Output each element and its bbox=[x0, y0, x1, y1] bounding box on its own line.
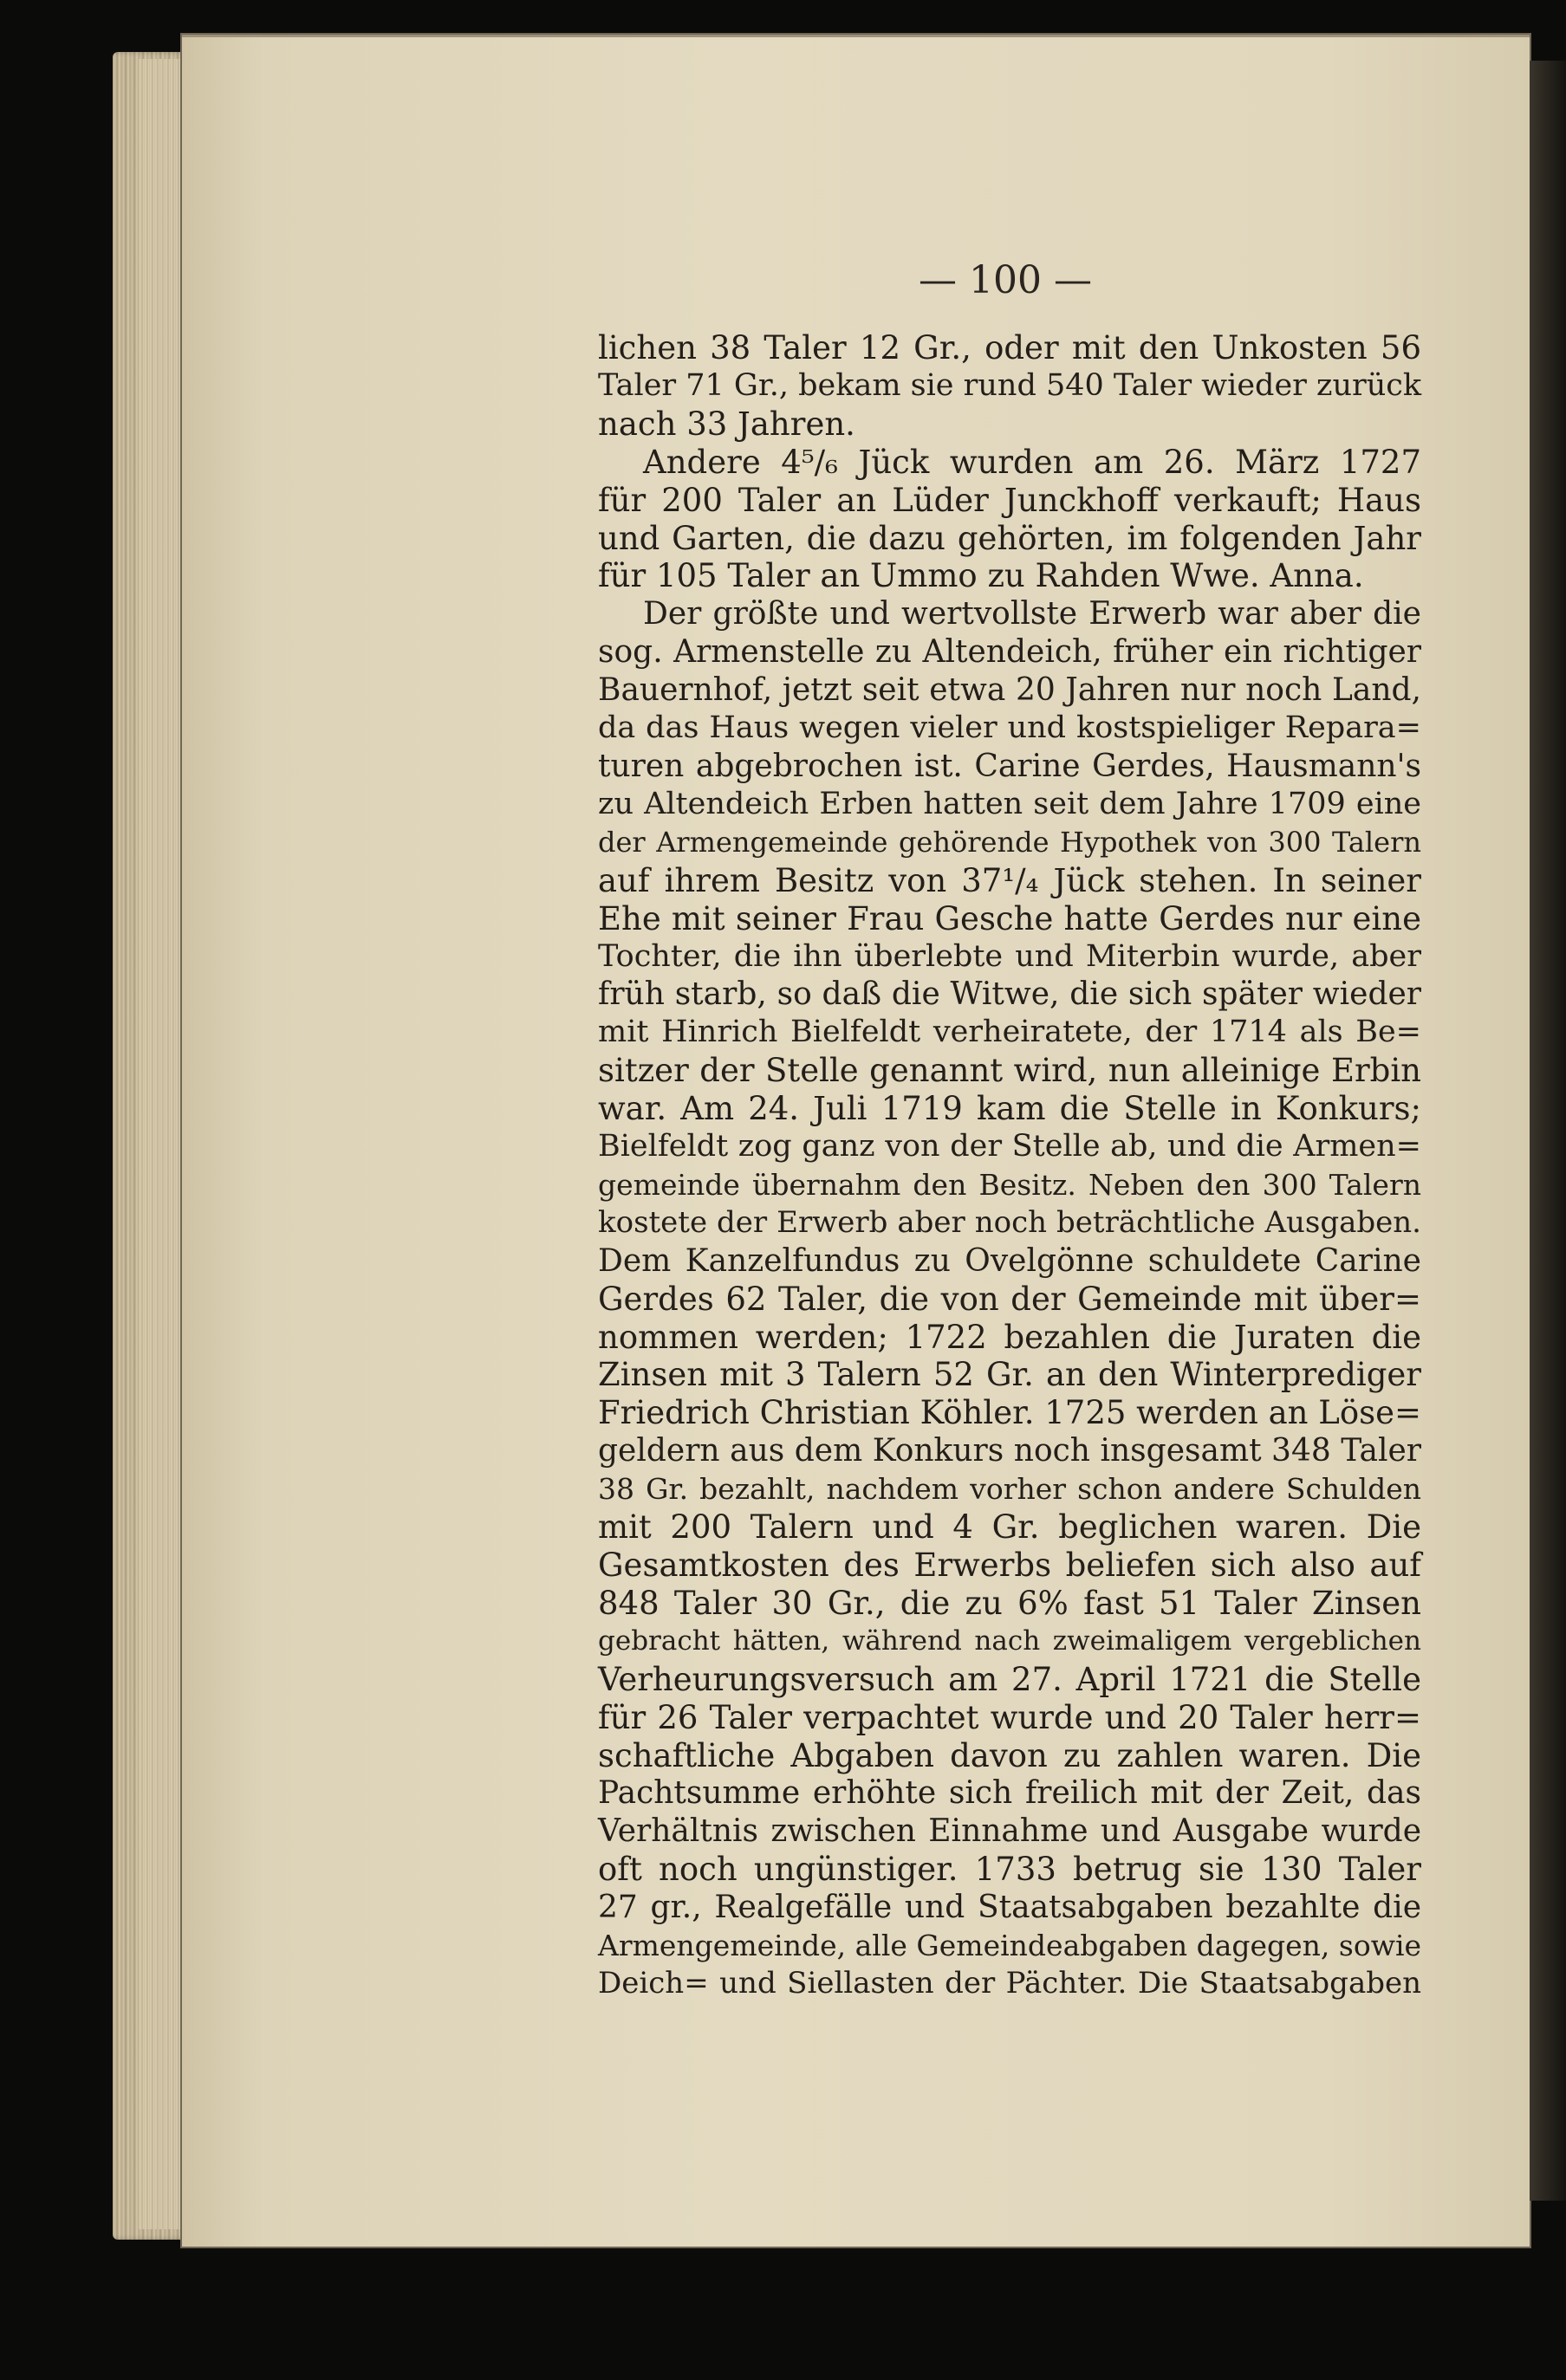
text-line: Der größte und wertvollste Erwerb war aber die bbox=[643, 596, 1421, 632]
text-line: geldern aus dem Konkurs noch insgesamt 348 Taler bbox=[598, 1433, 1421, 1469]
text-line: auf ihrem Besitz von 37¹/₄ Jück stehen. In seiner bbox=[598, 861, 1421, 899]
text-line: nach 33 Jahren. bbox=[598, 405, 855, 443]
text-line: und Garten, die dazu gehörten, im folgenden Jahr bbox=[598, 519, 1421, 557]
text-line: Bielfeldt zog ganz von der Stelle ab, und die Armen= bbox=[598, 1129, 1421, 1164]
text-line: 27 gr., Realgefälle und Staatsabgaben bezahlte die bbox=[598, 1890, 1421, 1926]
text-line: für 200 Taler an Lüder Junckhoff verkauft; Haus bbox=[598, 481, 1421, 519]
text-line: kostete der Erwerb aber noch beträchtliche Ausgaben. bbox=[598, 1204, 1421, 1240]
text-line: der Armengemeinde gehörende Hypothek von 300 Talern bbox=[598, 825, 1421, 859]
text-line: Gesamtkosten des Erwerbs beliefen sich also auf bbox=[598, 1547, 1421, 1584]
text-line: Andere 4⁵/₆ Jück wurden am 26. März 1727 bbox=[643, 443, 1421, 481]
text-line: lichen 38 Taler 12 Gr., oder mit den Unkosten 56 bbox=[598, 329, 1421, 366]
text-line: sog. Armenstelle zu Altendeich, früher ein richtiger bbox=[598, 634, 1421, 671]
text-line: Dem Kanzelfundus zu Ovelgönne schuldete Carine bbox=[598, 1242, 1421, 1279]
text-line: Pachtsumme erhöhte sich freilich mit der Zeit, das bbox=[598, 1775, 1421, 1812]
text-line: Gerdes 62 Taler, die von der Gemeinde mit über= bbox=[598, 1280, 1421, 1318]
text-line: Bauernhof, jetzt seit etwa 20 Jahren nur noch Land, bbox=[598, 672, 1421, 709]
text-line: Tochter, die ihn überlebte und Miterbin wurde, aber bbox=[598, 938, 1421, 974]
text-line: sitzer der Stelle genannt wird, nun alleinige Erbin bbox=[598, 1052, 1421, 1090]
text-line: gemeinde übernahm den Besitz. Neben den 300 Talern bbox=[598, 1167, 1421, 1202]
text-line: Deich= und Siellasten der Pächter. Die Staatsabgaben bbox=[598, 1965, 1421, 2001]
text-line: früh starb, so daß die Witwe, die sich später wieder bbox=[598, 976, 1421, 1013]
text-line: Verhältnis zwischen Einnahme und Ausgabe wurde bbox=[598, 1813, 1421, 1850]
text-line: 848 Taler 30 Gr., die zu 6% fast 51 Taler Zinsen bbox=[598, 1584, 1421, 1622]
text-line: Taler 71 Gr., bekam sie rund 540 Taler wieder zurück bbox=[598, 367, 1422, 403]
body-text bbox=[598, 329, 1421, 2003]
text-line: mit 200 Talern und 4 Gr. beglichen waren. Die bbox=[598, 1508, 1421, 1547]
text-line: oft noch ungünstiger. 1733 betrug sie 130 Taler bbox=[598, 1851, 1421, 1889]
text-line: schaftliche Abgaben davon zu zahlen waren. Die bbox=[598, 1736, 1421, 1774]
page-number: — 100 — bbox=[919, 258, 1092, 302]
text-line: für 26 Taler verpachtet wurde und 20 Taler herr= bbox=[598, 1698, 1421, 1736]
text-line: nommen werden; 1722 bezahlen die Juraten die bbox=[598, 1318, 1421, 1356]
gutter-shadow bbox=[1530, 61, 1566, 2201]
text-line: war. Am 24. Juli 1719 kam die Stelle in Konkurs; bbox=[598, 1090, 1421, 1128]
text-line: Verheurungsversuch am 27. April 1721 die Stelle bbox=[598, 1660, 1421, 1698]
text-line: da das Haus wegen vieler und kostspieliger Repara= bbox=[598, 710, 1421, 746]
text-line: Ehe mit seiner Frau Gesche hatte Gerdes nur eine bbox=[598, 899, 1421, 937]
text-line: mit Hinrich Bielfeldt verheiratete, der 1714 als Be= bbox=[598, 1015, 1421, 1050]
text-line: gebracht hätten, während nach zweimaligem vergeblichen bbox=[598, 1624, 1421, 1657]
text-line: turen abgebrochen ist. Carine Gerdes, Hausmann's bbox=[598, 748, 1421, 784]
text-line: für 105 Taler an Ummo zu Rahden Wwe. Anna. bbox=[598, 557, 1364, 595]
text-line: zu Altendeich Erben hatten seit dem Jahre 1709 eine bbox=[598, 786, 1421, 821]
text-line: Armengemeinde, alle Gemeindeabgaben dagegen, sowie bbox=[598, 1929, 1422, 1963]
text-line: Friedrich Christian Köhler. 1725 werden an Löse= bbox=[598, 1394, 1421, 1432]
text-line: 38 Gr. bezahlt, nachdem vorher schon andere Schulden bbox=[598, 1472, 1421, 1507]
text-line: Zinsen mit 3 Talern 52 Gr. an den Winterprediger bbox=[598, 1356, 1421, 1394]
